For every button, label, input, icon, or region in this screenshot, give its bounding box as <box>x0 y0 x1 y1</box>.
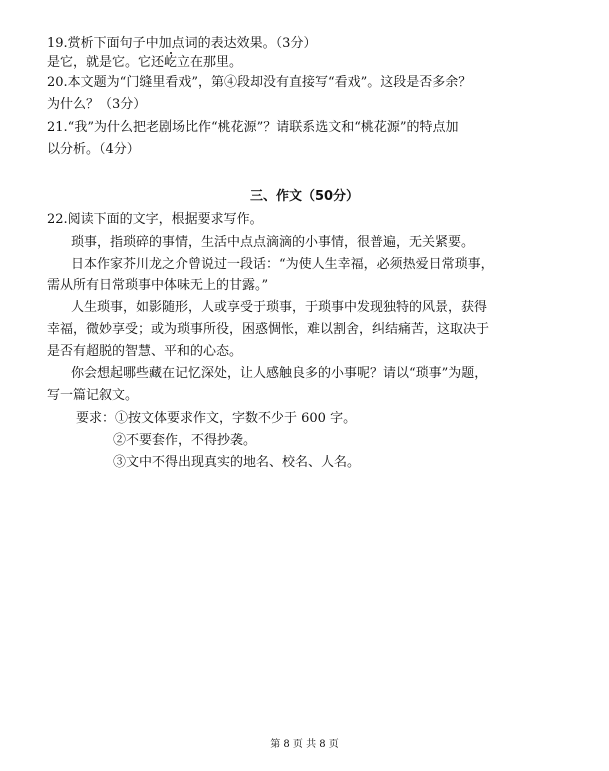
requirement-1: 要求：①按文体要求作文，字数不少于 600 字。 <box>76 411 357 426</box>
essay-paragraph-2-line-2: 需从所有日常琐事中体味无上的甘露。” <box>47 278 269 293</box>
essay-paragraph-3-line-2: 幸福，微妙享受；或为琐事所役，困惑惆怅，难以割舍，纠结痛苦，这取决于 <box>47 322 490 337</box>
essay-intro: 22.阅读下面的文字，根据要求写作。 <box>47 212 263 227</box>
sentence-part-2: 立在那里。 <box>177 55 243 70</box>
requirement-3: ③文中不得出现真实的地名、校名、人名。 <box>113 455 361 470</box>
essay-paragraph-4-line-1: 你会想起哪些藏在记忆深处，让人感触良多的小事呢？请以“琐事”为题， <box>71 366 488 381</box>
page-footer: 第 8 页 共 8 页 <box>270 739 339 750</box>
section-title: 三、作文（50分） <box>249 189 360 204</box>
question-19-prompt: 19.赏析下面句子中加点词的表达效果。（3分） <box>47 36 317 51</box>
question-21-line-1: 21.“我”为什么把老剧场比作“桃花源”？请联系选文和“桃花源”的特点加 <box>47 120 459 135</box>
question-20-line-2: 为什么？（3分） <box>47 97 147 112</box>
question-21-line-2: 以分析。（4分） <box>47 142 140 157</box>
essay-paragraph-2-line-1: 日本作家芥川龙之介曾说过一段话：“为使人生幸福，必须热爱日常琐事， <box>71 257 494 272</box>
essay-paragraph-4-line-2: 写一篇记叙文。 <box>47 388 139 403</box>
question-19-sentence <box>47 55 242 71</box>
essay-paragraph-3-line-1: 人生琐事，如影随形，人或享受于琐事，于琐事中发现独特的风景，获得 <box>71 300 488 315</box>
dotted-word: 屹 <box>164 55 178 70</box>
essay-paragraph-1: 琐事，指琐碎的事情，生活中点点滴滴的小事情，很普遍，无关紧要。 <box>71 235 475 250</box>
sentence-part-1: 是它，就是它。它还 <box>47 55 165 70</box>
requirement-2: ②不要套作，不得抄袭。 <box>113 433 257 448</box>
question-20-line-1: 20.本文题为“门缝里看戏”，第④段却没有直接写“看戏”。这段是否多余？ <box>47 75 472 90</box>
essay-paragraph-3-line-3: 是否有超脱的智慧、平和的心态。 <box>47 344 243 359</box>
